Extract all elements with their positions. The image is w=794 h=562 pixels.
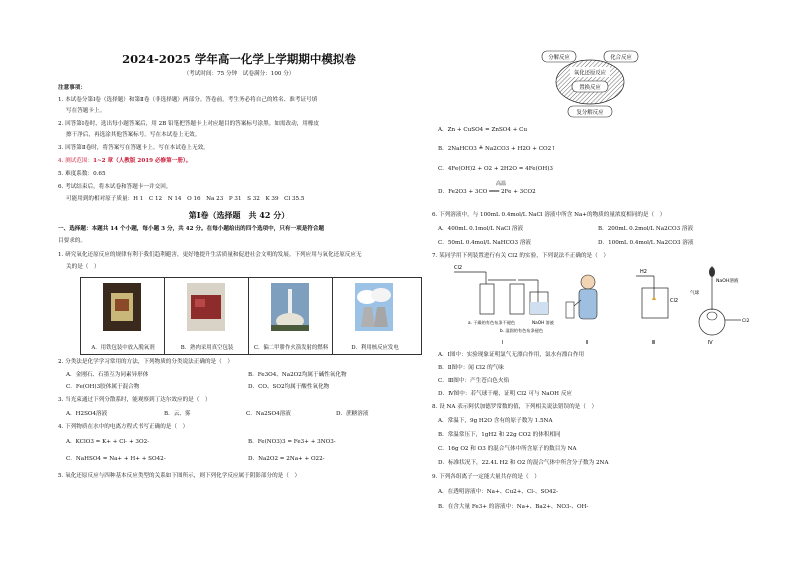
section1-heading: 第Ⅰ卷（选择题 共 42 分） — [188, 210, 290, 220]
apparatus-2 — [566, 275, 597, 346]
atomic-masses: 可能用到的相对原子质量：H 1 C 12 N 14 O 16 Na 23 P 31 S 32 K 39 Cl 35.5 — [66, 196, 305, 202]
q1-caption-b: B．熟肉采用真空包装 — [180, 345, 234, 351]
notice-heading: 注意事项： — [58, 85, 86, 91]
notice-line-1: 1. 本试卷分第Ⅰ卷（选择题）和第Ⅱ卷（非选择题）两部分。答卷前，考生务必将自己的姓名、准考证号填 — [58, 97, 318, 103]
q7-label-cl2-4: Cl2 — [742, 319, 750, 324]
q1-option-b — [165, 278, 249, 354]
q2-option-d: D．CO、SO2均属于酸性氧化物 — [248, 384, 330, 390]
q7-label-dry: a. 干燥的有色布条不褪色 — [468, 320, 516, 325]
q3-option-b: B．云、雾 — [164, 411, 191, 417]
q5-option-b: B．2NaHCO3 ≜ Na2CO3 + H2O + CO2↑ — [438, 146, 556, 152]
q9-option-b: B．在含大量 Fe3+ 的溶液中：Na+、Ba2+、NO3-、OH- — [438, 504, 589, 510]
apparatus-4 — [690, 266, 749, 346]
q7-label-1: Ⅰ — [502, 340, 504, 346]
notice-scope — [58, 157, 191, 165]
notice-line-3: 2. 回答第Ⅰ卷时，选出每小题答案后，用 2B 铅笔把答题卡上对应题目的答案标号涂黑。如需改动，用橡皮 — [58, 121, 320, 127]
q7-label-naoh: NaOH 溶液 — [532, 320, 554, 325]
q4-option-b: B．Fe(NO3)3 = Fe3+ + 3NO3- — [248, 439, 336, 445]
q5-option-c: C．4Fe(OH)2 + O2 + 2H2O = 4Fe(OH)3 — [438, 166, 553, 172]
q7-label-cl2-1: Cl2 — [454, 265, 463, 271]
q8-option-c: C．16g O2 和 O3 的混合气体中所含原子的数目为 NA — [438, 446, 577, 452]
notice-difficulty: 5. 难度系数：0.65 — [58, 171, 106, 177]
q8-option-a: A．常温下，9g H2O 含有的原子数为 1.5NA — [438, 418, 553, 424]
q6-stem: 6. 下列溶液中，与 100mL 0.4mol/L NaCl 溶液中所含 Na+的物质的量浓度相同的是（ ） — [432, 212, 666, 218]
notice-after: 6. 考试结束后，将本试卷和答题卡一并交回。 — [58, 184, 172, 190]
q8-option-d: D．标准状况下，22.4L H2 和 O2 的混合气体中所含分子数为 2NA — [438, 460, 609, 466]
q9-stem: 9. 下列各组离子一定能大量共存的是（ ） — [432, 474, 540, 480]
q1-caption-a: A．用铁包装中放入脱氧剂 — [91, 345, 155, 351]
q8-option-b: B．常温常压下，1gH2 和 22g CO2 的体积相同 — [438, 432, 561, 438]
q3-option-c: C．Na2SO4溶液 — [246, 411, 291, 417]
q7-label-h2: H2 — [640, 269, 647, 275]
q2-option-a: A．金刚石、石墨互为同素异形体 — [66, 372, 149, 378]
q7-option-c: C．Ⅲ图中：产生苍白色火焰 — [438, 378, 510, 384]
q6-option-b: B．200mL 0.2mol/L Na2CO3 溶液 — [598, 226, 694, 232]
q7-option-a: A．Ⅰ图中：实验现象证明氯气无漂白作用，氯水有漂白作用 — [438, 352, 585, 358]
q7-apparatus-figure — [436, 262, 756, 348]
rocket-launch-photo — [271, 283, 309, 331]
section1-intro-2: 目要求的。 — [58, 238, 86, 244]
venn-label-double-displacement: 复分解反应 — [576, 110, 604, 116]
notice-line-5: 3. 回答第Ⅱ卷时，将答案写在答题卡上。写在本试卷上无效。 — [58, 145, 209, 151]
q1-caption-d: D．利用核反应发电 — [351, 345, 399, 351]
q1-stem-1: 1. 研究氧化还原反应的规律有利于我们趋利避害，更好地提升生活质量和促进社会文明的发展。下列应用与氧化还原反应无 — [58, 252, 362, 258]
q7-label-4: Ⅳ — [708, 340, 713, 346]
q1-option-a — [81, 278, 165, 354]
apparatus-3 — [636, 269, 678, 346]
notice-line-2: 写在答题卡上。 — [66, 108, 106, 114]
q7-option-b: B．Ⅱ图中：闻 Cl2 的气味 — [438, 365, 504, 371]
section1-intro-1: 一、选择题：本题共 14 个小题，每小题 3 分，共 42 分。在每小题给出的四个选项中，只有一项是符合题 — [58, 226, 325, 232]
q4-option-a: A．KClO3 = K+ + Cl- + 3O2- — [66, 439, 150, 445]
q2-option-c: C．Fe(OH)3胶体属于混合物 — [66, 384, 140, 390]
q7-option-d: D．Ⅳ图中：若气球干瘪，证明 Cl2 可与 NaOH 反应 — [438, 391, 573, 397]
q7-label-3: Ⅲ — [652, 340, 656, 346]
q3-stem: 3. 当光束通过下列分散系时，能观察到丁达尔效应的是（ ） — [58, 397, 211, 403]
q3-option-a: A．H2SO4溶液 — [66, 411, 108, 417]
q7-label-wet: b. 湿润的有色布条褪色 — [500, 328, 544, 333]
q1-caption-c: C．偏二甲肼作火箭发射的燃料 — [253, 345, 329, 351]
q6-option-c: C．50mL 0.4mol/L NaHCO3 溶液 — [438, 240, 532, 246]
q1-stem-2: 关的是（ ） — [66, 264, 100, 270]
notice-scope-prefix: 4. 测试范围： — [58, 158, 94, 164]
q4-stem: 4. 下列物质在水中的电离方程式书写正确的是（ ） — [58, 424, 189, 430]
nuclear-plant-photo — [355, 283, 393, 331]
deoxidizer-packet-photo — [103, 283, 141, 331]
venn-label-decomposition: 分解反应 — [548, 55, 570, 61]
reaction-venn-diagram — [540, 48, 640, 120]
apparatus-1 — [454, 265, 555, 346]
venn-label-combination: 化合反应 — [610, 55, 632, 61]
q7-label-2: Ⅱ — [586, 340, 589, 346]
q4-option-d: D．Na2O2 = 2Na+ + O22- — [248, 456, 325, 462]
q5-option-a: A．Zn + CuSO4 = ZnSO4 + Cu — [438, 127, 528, 133]
vacuum-meat-photo — [187, 283, 225, 331]
q1-option-d — [333, 278, 417, 354]
q5-stem: 5. 氧化还原反应与四种基本反应类型的关系如下图所示，则下列化学反应属于阴影部分的是（ ） — [58, 473, 301, 479]
notice-line-4: 擦干净后，再选涂其他答案标号。写在本试卷上无效。 — [66, 132, 201, 138]
q7-stem: 7. 某同学用下列装置进行有关 Cl2 的实验，下列说法不正确的是（ ） — [432, 253, 609, 259]
q9-option-a: A．在透明溶液中：Na+、Cu2+、Cl-、SO42- — [438, 489, 559, 495]
q5-option-d: D．Fe2O3 + 3CO ═══ 2Fe + 3CO2 — [438, 189, 536, 195]
q7-label-cl2-3: Cl2 — [670, 298, 679, 304]
q6-option-a: A．400mL 0.1mol/L NaCl 溶液 — [438, 226, 524, 232]
exam-title: 2024-2025 学年高一化学上学期期中模拟卷 — [122, 52, 356, 66]
q6-option-d: D．100mL 0.4mol/L Na2CO3 溶液 — [598, 240, 694, 246]
notice-scope-text: 1~2 章（人教版 2019 必修第一册）。 — [93, 158, 192, 164]
venn-label-displacement: 置换反应 — [579, 85, 601, 91]
q3-option-d: D．蔗糖溶液 — [336, 411, 369, 417]
venn-label-redox: 氧化还原反应 — [573, 70, 607, 77]
q1-image-table — [80, 277, 422, 355]
q2-option-b: B．Fe3O4、Na2O2均属于碱性氧化物 — [248, 372, 347, 378]
q4-option-c: C．NaHSO4 = Na+ + H+ + SO42- — [66, 456, 166, 462]
q8-stem: 8. 设 NA 表示阿伏加德罗常数的值，下列相关说法错误的是（ ） — [432, 404, 598, 410]
q7-label-balloon: 气球 — [690, 291, 700, 296]
exam-subtitle: （考试时间：75 分钟 试卷满分：100 分） — [183, 71, 295, 77]
q1-option-c — [249, 278, 333, 354]
q5-option-d-condition: 高温 — [496, 181, 507, 187]
q7-label-naoh-2: NaOH溶液 — [716, 279, 739, 284]
q2-stem: 2. 分类法是化学学习常用的方法，下列物质的分类说法正确的是（ ） — [58, 359, 233, 365]
